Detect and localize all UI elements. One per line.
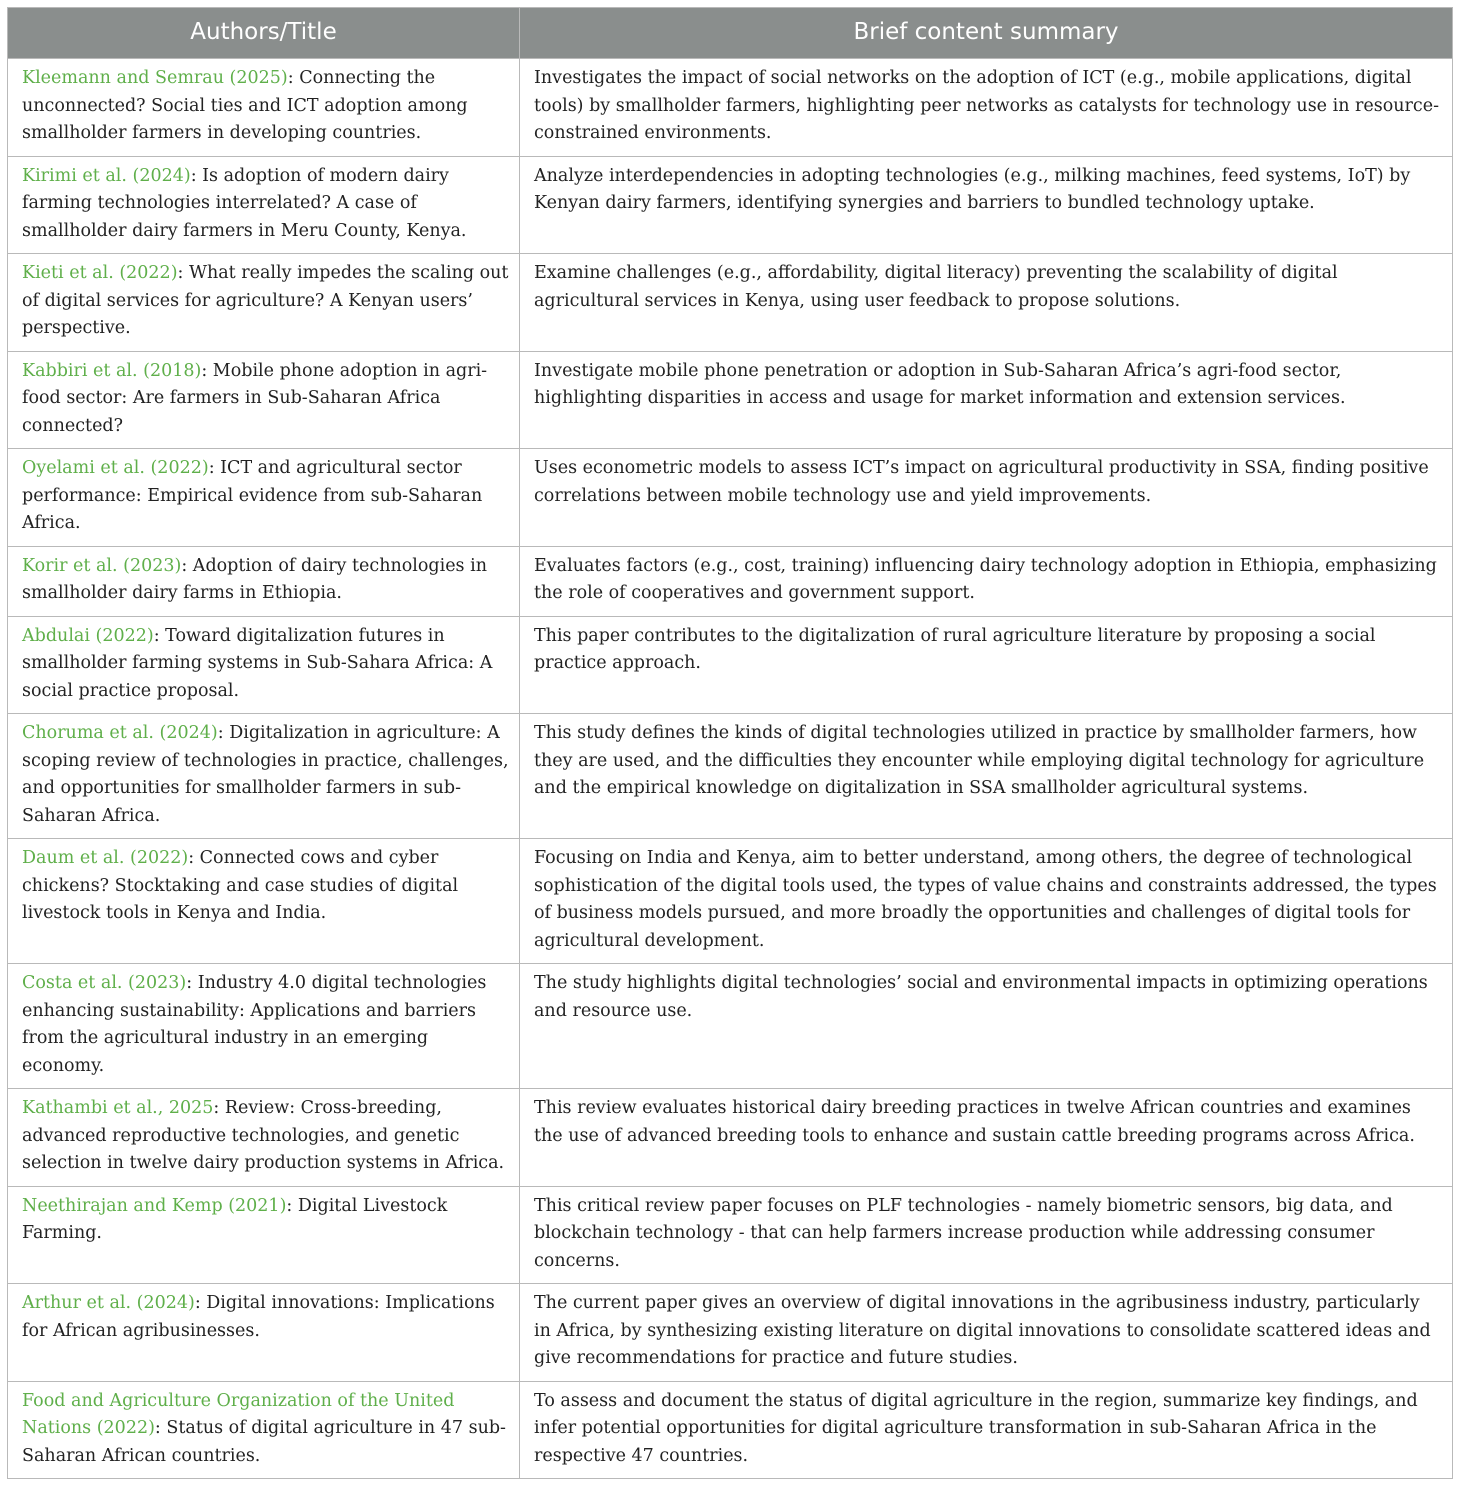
paper-title: : Adoption of dairy technologies in smallholder dairy farms in Ethiopia. <box>22 555 487 603</box>
paper-title: : ICT and agricultural sector performance: Empirical evidence from sub-Saharan Africa. <box>22 458 483 533</box>
authors-title-cell <box>8 449 520 547</box>
table-row <box>8 449 1453 547</box>
citation-link[interactable]: Choruma et al. (2024) <box>22 723 218 743</box>
summary-cell: This review evaluates historical dairy breeding practices in twelve African countries and examines the use of advanced breeding tools to enhance and sustain cattle breeding programs across Africa. <box>520 1089 1453 1187</box>
citation-link[interactable]: Korir et al. (2023) <box>22 555 182 576</box>
table-row <box>8 714 1453 839</box>
paper-title: : Status of digital agriculture in 47 sub-Saharan African countries. <box>22 1418 506 1466</box>
column-header-authors-title: Authors/Title <box>8 8 520 59</box>
summary-cell: Uses econometric models to assess ICT’s impact on agricultural productivity in SSA, finding positive correlations between mobile technology use and yield improvements. <box>520 449 1453 547</box>
table-row <box>8 59 1453 157</box>
summary-cell: This critical review paper focuses on PLF technologies - namely biometric sensors, big data, and blockchain technology - that can help farmers increase production while addressing consumer concerns. <box>520 1186 1453 1284</box>
authors-title-cell <box>8 59 520 157</box>
paper-title: : Mobile phone adoption in agri-food sector: Are farmers in Sub-Saharan Africa connected? <box>22 360 488 436</box>
paper-title: : Digital Livestock Farming. <box>22 1195 448 1243</box>
table-row <box>8 546 1453 616</box>
summary-cell: Focusing on India and Kenya, aim to better understand, among others, the degree of technological sophistication of the digital tools used, the types of value chains and constraints addressed, the types of business models pursued, and more broadly the opportunities and challenges of digital tools for agricultural development. <box>520 839 1453 964</box>
table-row <box>8 1284 1453 1382</box>
table-row <box>8 1186 1453 1284</box>
paper-title: : Review: Cross-breeding, advanced reproductive technologies, and genetic selection in twelve dairy production systems in Africa. <box>22 1098 505 1173</box>
literature-table-container <box>7 7 1452 1479</box>
citation-link[interactable]: Costa et al. (2023) <box>22 973 187 993</box>
citation-link[interactable]: Kirimi et al. (2024) <box>22 165 191 186</box>
table-body <box>8 59 1453 1479</box>
table-row <box>8 254 1453 352</box>
authors-title-cell <box>8 156 520 254</box>
citation-link[interactable]: Oyelami et al. (2022) <box>22 458 209 478</box>
paper-title: : Digitalization in agriculture: A scoping review of technologies in practice, challenges, and opportunities for smallholder farmers in sub-Saharan Africa. <box>22 723 509 826</box>
citation-link[interactable]: Arthur et al. (2024) <box>22 1293 195 1313</box>
authors-title-cell <box>8 546 520 616</box>
table-row <box>8 616 1453 714</box>
paper-title: : Toward digitalization futures in smallholder farming systems in Sub-Sahara Africa: A social practice proposal. <box>22 625 493 701</box>
literature-table <box>7 7 1453 1479</box>
summary-cell: Examine challenges (e.g., affordability, digital literacy) preventing the scalability of digital agricultural services in Kenya, using user feedback to propose solutions. <box>520 254 1453 352</box>
paper-title: : Is adoption of modern dairy farming technologies interrelated? A case of smallholder dairy farmers in Meru County, Kenya. <box>22 165 467 241</box>
header-row <box>8 8 1453 59</box>
table-row <box>8 964 1453 1089</box>
authors-title-cell <box>8 254 520 352</box>
table-header <box>8 8 1453 59</box>
citation-link[interactable]: Kathambi et al., 2025 <box>22 1098 214 1118</box>
authors-title-cell <box>8 1284 520 1382</box>
paper-title: : What really impedes the scaling out of digital services for agriculture? A Kenyan users’ perspective. <box>22 263 509 338</box>
paper-title: : Connecting the unconnected? Social ties and ICT adoption among smallholder farmers in developing countries. <box>22 68 468 143</box>
table-row <box>8 1381 1453 1479</box>
citation-link[interactable]: Kieti et al. (2022) <box>22 263 178 283</box>
citation-link[interactable]: Kleemann and Semrau (2025) <box>22 68 288 88</box>
citation-link[interactable]: Kabbiri et al. (2018) <box>22 360 202 381</box>
authors-title-cell <box>8 964 520 1089</box>
authors-title-cell <box>8 839 520 964</box>
authors-title-cell <box>8 714 520 839</box>
column-header-summary: Brief content summary <box>520 8 1453 59</box>
table-row <box>8 351 1453 449</box>
summary-cell: Evaluates factors (e.g., cost, training) influencing dairy technology adoption in Ethiopia, emphasizing the role of cooperatives and government support. <box>520 546 1453 616</box>
summary-cell: The study highlights digital technologies’ social and environmental impacts in optimizing operations and resource use. <box>520 964 1453 1089</box>
summary-cell: Analyze interdependencies in adopting technologies (e.g., milking machines, feed systems, IoT) by Kenyan dairy farmers, identifying synergies and barriers to bundled technology uptake. <box>520 156 1453 254</box>
summary-cell: This study defines the kinds of digital technologies utilized in practice by smallholder farmers, how they are used, and the difficulties they encounter while employing digital technology for agriculture and the empirical knowledge on digitalization in SSA smallholder agricultural systems. <box>520 714 1453 839</box>
paper-title: : Connected cows and cyber chickens? Stocktaking and case studies of digital livestock tools in Kenya and India. <box>22 848 459 923</box>
summary-cell: The current paper gives an overview of digital innovations in the agribusiness industry, particularly in Africa, by synthesizing existing literature on digital innovations to consolidate scattered ideas and give recommendations for practice and future studies. <box>520 1284 1453 1382</box>
authors-title-cell <box>8 1186 520 1284</box>
authors-title-cell <box>8 1089 520 1187</box>
table-row <box>8 1089 1453 1187</box>
paper-title: : Industry 4.0 digital technologies enhancing sustainability: Applications and barriers from the agricultural industry in an emerging economy. <box>22 973 487 1076</box>
paper-title: : Digital innovations: Implications for African agribusinesses. <box>22 1293 495 1341</box>
citation-link[interactable]: Food and Agriculture Organization of the United Nations (2022) <box>22 1390 455 1438</box>
authors-title-cell <box>8 616 520 714</box>
summary-cell: This paper contributes to the digitalization of rural agriculture literature by proposing a social practice approach. <box>520 616 1453 714</box>
table-row <box>8 839 1453 964</box>
citation-link[interactable]: Daum et al. (2022) <box>22 848 189 868</box>
table-row <box>8 156 1453 254</box>
citation-link[interactable]: Abdulai (2022) <box>22 625 154 646</box>
authors-title-cell <box>8 351 520 449</box>
citation-link[interactable]: Neethirajan and Kemp (2021) <box>22 1195 287 1216</box>
authors-title-cell <box>8 1381 520 1479</box>
summary-cell: To assess and document the status of digital agriculture in the region, summarize key findings, and infer potential opportunities for digital agriculture transformation in sub-Saharan Africa in the respective 47 countries. <box>520 1381 1453 1479</box>
summary-cell: Investigate mobile phone penetration or adoption in Sub-Saharan Africa’s agri-food sector, highlighting disparities in access and usage for market information and extension services. <box>520 351 1453 449</box>
summary-cell: Investigates the impact of social networks on the adoption of ICT (e.g., mobile applications, digital tools) by smallholder farmers, highlighting peer networks as catalysts for technology use in resource-constrained environments. <box>520 59 1453 157</box>
